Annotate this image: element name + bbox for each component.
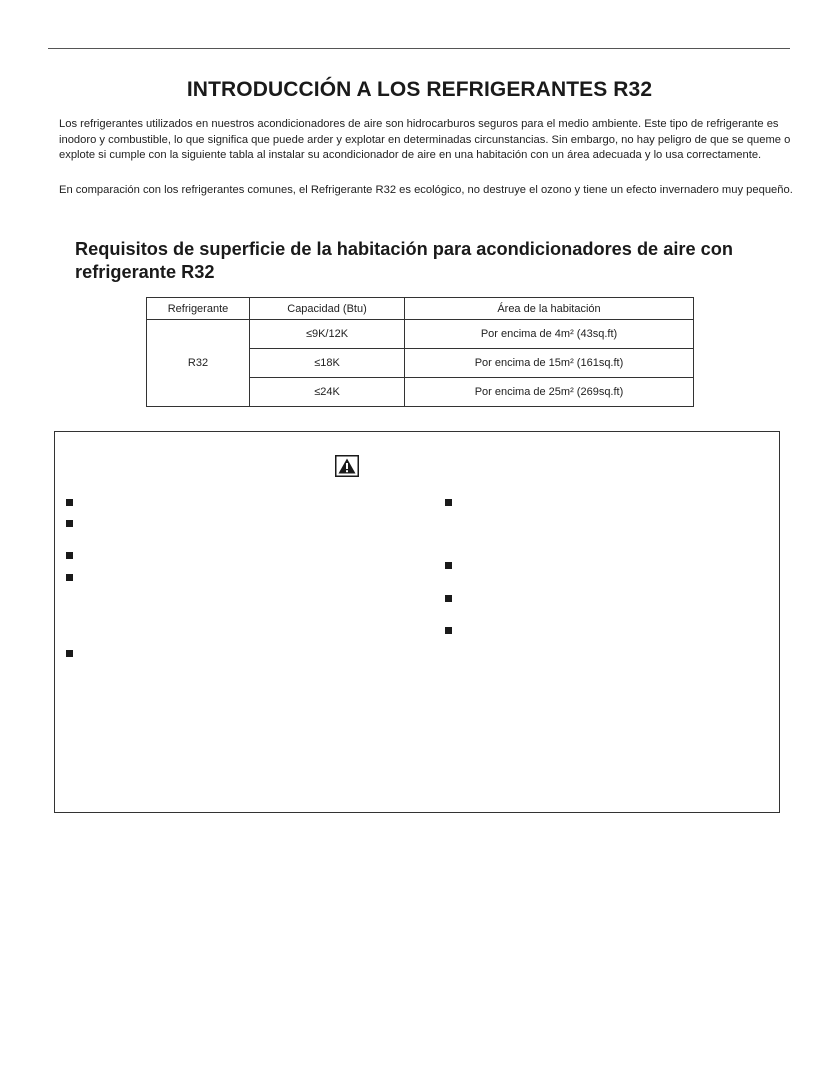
bullet-marker xyxy=(66,499,73,506)
room-area-requirements-table xyxy=(146,297,694,407)
capacity-cell: ≤18K xyxy=(250,349,405,378)
section-heading: Requisitos de superficie de la habitación para acondicionadores de aire con refrigerante R32 xyxy=(75,239,733,282)
table-row xyxy=(147,320,694,349)
warning-box xyxy=(54,431,780,813)
bullet-marker xyxy=(66,650,73,657)
bullet-marker xyxy=(445,595,452,602)
capacity-cell: ≤24K xyxy=(250,378,405,407)
bullet-marker xyxy=(445,562,452,569)
area-cell: Por encima de 25m² (269sq.ft) xyxy=(405,378,694,407)
area-cell: Por encima de 4m² (43sq.ft) xyxy=(405,320,694,349)
intro-paragraph: Los refrigerantes utilizados en nuestros acondicionadores de aire son hidrocarburos seguros para el medio ambiente. Este tipo de refrigerante es inodoro y combustible, lo que significa que puede arder y explotar en determinadas circunstancias. Sin embargo, no hay peligro de que se queme o explote si cumple con la siguiente tabla al instalar su acondicionador de aire en una habitación con un área adecuada y lo usa correctamente. xyxy=(59,118,791,161)
page-title: INTRODUCCIÓN A LOS REFRIGERANTES R32 xyxy=(186,78,653,101)
top-rule xyxy=(48,48,790,49)
area-cell: Por encima de 15m² (161sq.ft) xyxy=(405,349,694,378)
capacity-cell: ≤9K/12K xyxy=(250,320,405,349)
header-refrigerant: Refrigerante xyxy=(147,298,250,320)
bullet-marker xyxy=(66,552,73,559)
comparison-paragraph: En comparación con los refrigerantes comunes, el Refrigerante R32 es ecológico, no destruye el ozono y tiene un efecto invernadero muy pequeño. xyxy=(59,184,793,196)
bullet-marker xyxy=(445,499,452,506)
refrigerant-cell: R32 xyxy=(147,320,250,407)
table-header-row xyxy=(147,298,694,320)
header-capacity: Capacidad (Btu) xyxy=(250,298,405,320)
bullet-marker xyxy=(66,574,73,581)
warning-triangle-icon xyxy=(335,455,359,477)
bullet-marker xyxy=(445,627,452,634)
bullet-marker xyxy=(66,520,73,527)
header-room-area: Área de la habitación xyxy=(405,298,694,320)
